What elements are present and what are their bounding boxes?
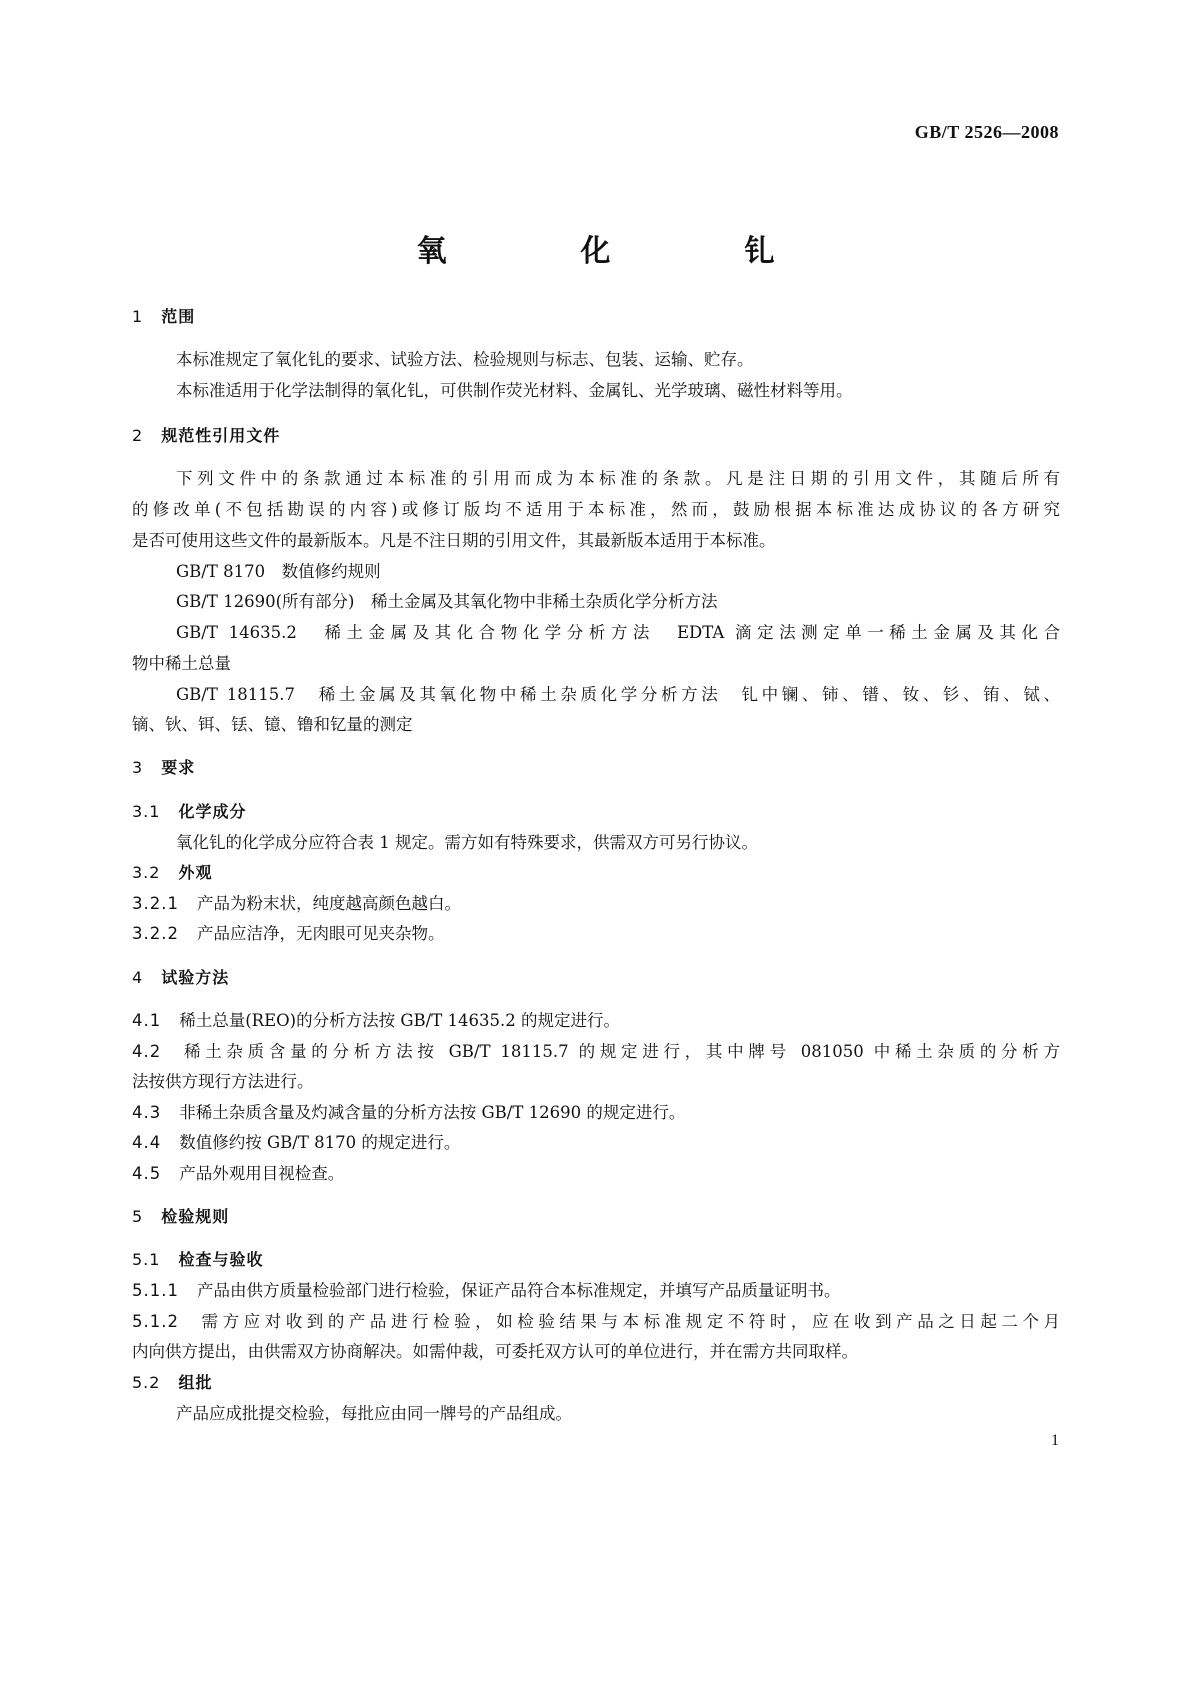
section-number: 2 [132,426,144,445]
paragraph: 产品应成批提交检验，每批应由同一牌号的产品组成。 [176,1404,572,1423]
section-number: 3.1 [132,802,161,821]
clause [132,1275,1060,1307]
section-1-heading [132,301,1060,333]
paragraph: 本标准规定了氧化钆的要求、试验方法、检验规则与标志、包装、运输、贮存。 [176,350,754,369]
clause [132,918,1060,950]
clause-number: 4.3 [132,1103,162,1122]
clause [132,1306,1060,1338]
section-title: 范围 [161,307,196,326]
standard-number: GB/T 2526—2008 [914,122,1059,142]
clause-number: 4.5 [132,1164,162,1183]
reference-item: GB/T 8170 数值修约规则 [176,562,381,581]
document-title: 氧 化 钆 [416,234,827,269]
clause [132,1158,1060,1190]
clause-continuation: 内向供方提出，由供需双方协商解决。如需仲裁，可委托双方认可的单位进行，并在需方共同取样。 [132,1342,858,1361]
paragraph: 下列文件中的条款通过本标准的引用而成为本标准的条款。凡是注日期的引用文件，其随后所有 [176,469,1060,488]
clause [132,1097,1060,1129]
paragraph: 本标准适用于化学法制得的氧化钆，可供制作荧光材料、金属钆、光学玻璃、磁性材料等用。 [176,381,853,400]
section-2-heading [132,420,1060,452]
section-number: 5 [132,1207,144,1226]
section-5-heading [132,1201,1060,1233]
section-3-heading [132,752,1060,784]
section-4-heading [132,962,1060,994]
clause-text: 产品为粉末状，纯度越高颜色越白。 [196,894,461,913]
section-number: 4 [132,968,144,987]
clause-number: 5.1.1 [132,1281,179,1300]
subsection-heading [132,1244,1060,1276]
section-title: 化学成分 [178,802,247,821]
clause-text: 产品外观用目视检查。 [179,1164,345,1183]
section-title: 试验方法 [161,968,230,987]
clause-text: 产品应洁净，无肉眼可见夹杂物。 [196,924,445,943]
clause-number: 3.2.2 [132,924,179,943]
subsection-heading [132,796,1060,828]
clause-text: 稀土总量(REO)的分析方法按 GB/T 14635.2 的规定进行。 [179,1011,620,1030]
reference-item: GB/T 14635.2 稀土金属及其化合物化学分析方法 EDTA 滴定法测定单一稀土金属及其化合 [176,623,1060,642]
clause-number: 4.1 [132,1011,162,1030]
section-number: 3 [132,758,144,777]
section-title: 检查与验收 [178,1250,264,1269]
clause-continuation: 法按供方现行方法进行。 [132,1072,314,1091]
clause [132,1036,1060,1068]
paragraph: 氧化钆的化学成分应符合表 1 规定。需方如有特殊要求，供需双方可另行协议。 [176,833,758,852]
clause-number: 5.1.2 [132,1312,179,1331]
section-title: 外观 [178,863,213,882]
subsection-heading [132,857,1060,889]
section-title: 要求 [161,758,196,777]
section-number: 1 [132,307,144,326]
reference-item: 镝、钬、铒、铥、镱、镥和钇量的测定 [132,715,413,734]
section-number: 3.2 [132,863,161,882]
page-number: 1 [1051,1432,1059,1449]
subsection-heading [132,1367,1060,1399]
section-title: 规范性引用文件 [161,426,281,445]
clause [132,888,1060,920]
section-title: 组批 [178,1373,213,1392]
reference-item: 物中稀土总量 [132,654,231,673]
clause-number: 4.2 [132,1042,162,1061]
paragraph: 的修改单(不包括勘误的内容)或修订版均不适用于本标准，然而，鼓励根据本标准达成协议的各方研究 [132,500,1060,519]
clause [132,1127,1060,1159]
reference-item: GB/T 18115.7 稀土金属及其氧化物中稀土杂质化学分析方法 钆中镧、铈、镨、钕、钐、铕、铽、 [176,685,1060,704]
section-number: 5.2 [132,1373,161,1392]
clause-text: 稀土杂质含量的分析方法按 GB/T 18115.7 的规定进行，其中牌号 081050 中稀土杂质的分析方 [179,1042,1060,1061]
section-number: 5.1 [132,1250,161,1269]
clause-text: 产品由供方质量检验部门进行检验，保证产品符合本标准规定，并填写产品质量证明书。 [196,1281,841,1300]
clause-number: 3.2.1 [132,894,179,913]
clause-text: 非稀土杂质含量及灼减含量的分析方法按 GB/T 12690 的规定进行。 [179,1103,686,1122]
clause-text: 需方应对收到的产品进行检验，如检验结果与本标准规定不符时，应在收到产品之日起二个月 [196,1312,1060,1331]
section-title: 检验规则 [161,1207,230,1226]
clause-number: 4.4 [132,1133,162,1152]
paragraph: 是否可使用这些文件的最新版本。凡是不注日期的引用文件，其最新版本适用于本标准。 [132,531,776,550]
reference-item: GB/T 12690(所有部分) 稀土金属及其氧化物中非稀土杂质化学分析方法 [176,592,718,611]
clause-text: 数值修约按 GB/T 8170 的规定进行。 [179,1133,461,1152]
clause [132,1005,1060,1037]
